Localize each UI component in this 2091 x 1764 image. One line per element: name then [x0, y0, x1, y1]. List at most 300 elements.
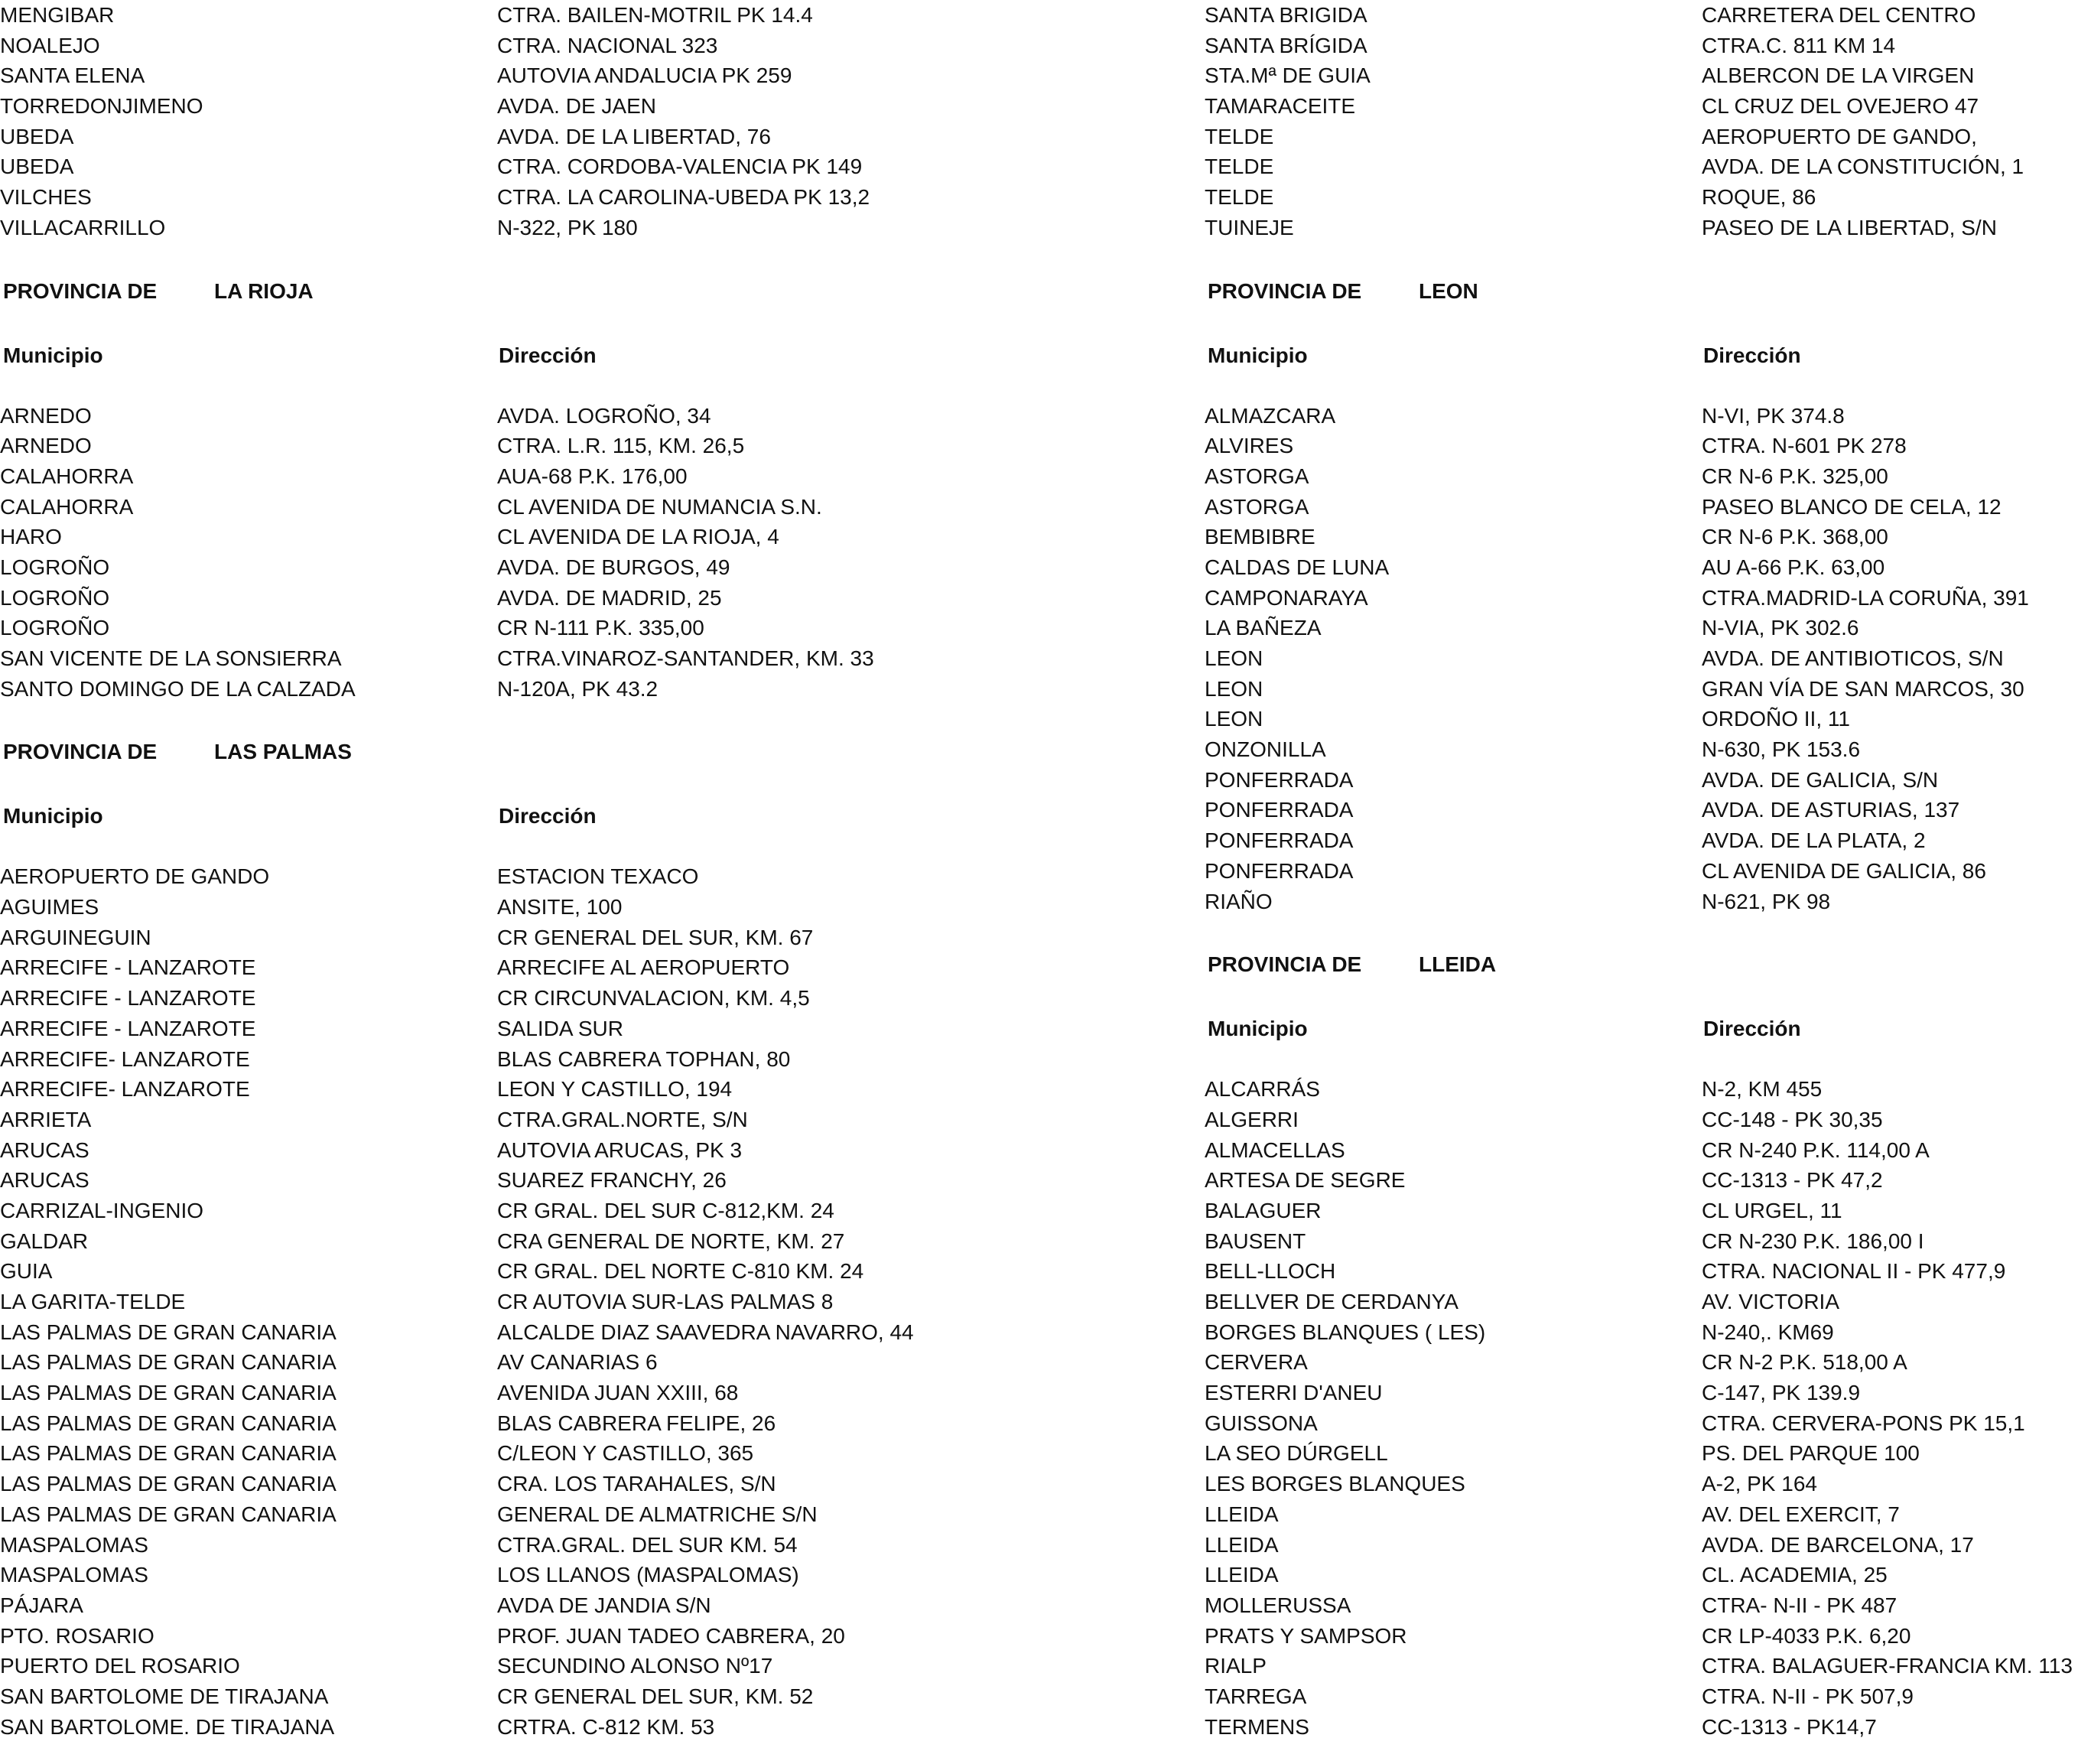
municipio-cell: BELLVER DE CERDANYA — [1205, 1290, 1458, 1313]
municipio-cell: LEON — [1205, 707, 1263, 731]
table-row — [1205, 492, 2091, 522]
table-row — [0, 1226, 1025, 1257]
municipio-cell: ARUCAS — [0, 1137, 89, 1162]
table-row — [1205, 552, 2091, 583]
municipio-cell: ALMAZCARA — [1205, 403, 1336, 428]
table-row — [0, 983, 1025, 1014]
direccion-cell: ORDOÑO II, 11 — [1702, 707, 1850, 731]
municipio-cell: MOLLERUSSA — [1205, 1593, 1351, 1617]
table-row — [0, 1287, 1025, 1317]
municipio-cell: SANTA ELENA — [0, 63, 145, 88]
direccion-cell: ALBERCON DE LA VIRGEN — [1702, 63, 1975, 88]
municipio-cell: MASPALOMAS — [0, 1563, 148, 1587]
direccion-cell: AUTOVIA ARUCAS, PK 3 — [497, 1137, 743, 1162]
municipio-cell: LA SEO DÚRGELL — [1205, 1441, 1388, 1466]
direccion-cell: C/LEON Y CASTILLO, 365 — [497, 1441, 754, 1466]
municipio-cell: TELDE — [1205, 124, 1274, 148]
municipio-cell: LOGROÑO — [0, 585, 110, 610]
municipio-cell: SAN BARTOLOME. DE TIRAJANA — [0, 1714, 335, 1739]
table-row — [1205, 1256, 2091, 1287]
province-label: PROVINCIA DE — [3, 278, 158, 303]
table-row — [1205, 704, 2091, 734]
municipio-cell: TELDE — [1205, 185, 1274, 210]
direccion-cell: CR GRAL. DEL NORTE C-810 KM. 24 — [497, 1259, 864, 1284]
table-row — [1205, 1287, 2091, 1317]
municipio-cell: LEON — [1205, 676, 1263, 701]
table-row — [0, 1014, 1025, 1044]
table-row — [0, 1712, 1025, 1743]
municipio-cell: LAS PALMAS DE GRAN CANARIA — [0, 1320, 337, 1344]
municipio-cell: BORGES BLANQUES ( LES) — [1205, 1320, 1486, 1344]
municipio-cell: MENGIBAR — [0, 3, 115, 27]
column-headers — [0, 338, 1025, 373]
table-row — [1205, 213, 2091, 243]
table-row — [0, 461, 1025, 492]
table-row — [1205, 583, 2091, 613]
table-row — [1205, 674, 2091, 705]
direccion-cell: PASEO BLANCO DE CELA, 12 — [1702, 494, 2002, 519]
direccion-cell: ALCALDE DIAZ SAAVEDRA NAVARRO, 44 — [497, 1320, 914, 1344]
municipio-header: Municipio — [1208, 343, 1308, 367]
municipio-cell: PRATS Y SAMPSOR — [1205, 1623, 1407, 1648]
direccion-cell: CR N-6 P.K. 325,00 — [1702, 464, 1888, 488]
direccion-cell: PS. DEL PARQUE 100 — [1702, 1441, 1920, 1466]
direccion-cell: A-2, PK 164 — [1702, 1472, 1817, 1496]
table-row — [0, 1590, 1025, 1621]
table-row — [1205, 401, 2091, 431]
table-row — [0, 1530, 1025, 1561]
direccion-cell: CTRA.VINAROZ-SANTANDER, KM. 33 — [497, 646, 874, 670]
municipio-cell: LLEIDA — [1205, 1532, 1279, 1557]
direccion-header: Dirección — [1703, 1017, 1801, 1041]
municipio-cell: TARREGA — [1205, 1684, 1307, 1708]
table-row — [1205, 1681, 2091, 1712]
table-row — [0, 1499, 1025, 1530]
direccion-cell: AEROPUERTO DE GANDO, — [1702, 124, 1977, 148]
municipio-cell: TORREDONJIMENO — [0, 94, 203, 119]
direccion-cell: ARRECIFE AL AEROPUERTO — [497, 955, 790, 980]
municipio-cell: SANTA BRIGIDA — [1205, 3, 1367, 27]
municipio-cell: LLEIDA — [1205, 1563, 1279, 1587]
municipio-cell: LAS PALMAS DE GRAN CANARIA — [0, 1502, 337, 1526]
municipio-cell: ARRECIFE - LANZAROTE — [0, 955, 256, 980]
table-row — [0, 1651, 1025, 1681]
province-name: LAS PALMAS — [214, 740, 352, 764]
municipio-cell: TELDE — [1205, 155, 1274, 179]
direccion-cell: CR N-230 P.K. 186,00 I — [1702, 1229, 1924, 1253]
direccion-cell: AVDA. DE JAEN — [497, 94, 656, 119]
direccion-cell: CR N-111 P.K. 335,00 — [497, 616, 704, 640]
municipio-cell: ARTESA DE SEGRE — [1205, 1168, 1406, 1193]
direccion-cell: AVDA. DE LA CONSTITUCIÓN, 1 — [1702, 155, 2024, 179]
direccion-cell: GENERAL DE ALMATRICHE S/N — [497, 1502, 818, 1526]
direccion-cell: CTRA. BAILEN-MOTRIL PK 14.4 — [497, 3, 813, 27]
table-row — [0, 213, 1025, 243]
municipio-header: Municipio — [1208, 1017, 1308, 1041]
municipio-cell: ARNEDO — [0, 434, 92, 458]
table-row — [0, 1438, 1025, 1469]
table-row — [0, 552, 1025, 583]
municipio-cell: CALAHORRA — [0, 464, 134, 488]
table-row — [1205, 1438, 2091, 1469]
table-row — [0, 522, 1025, 552]
municipio-cell: PONFERRADA — [1205, 828, 1354, 853]
direccion-cell: AVDA DE JANDIA S/N — [497, 1593, 711, 1617]
municipio-cell: ALCARRÁS — [1205, 1077, 1320, 1102]
table-row — [1205, 765, 2091, 796]
direccion-cell: CTRA. BALAGUER-FRANCIA KM. 113 — [1702, 1654, 2073, 1678]
table-row — [0, 952, 1025, 983]
direccion-header: Dirección — [1703, 343, 1801, 367]
table-row — [1205, 1074, 2091, 1105]
table-row — [1205, 1378, 2091, 1408]
province-heading — [1205, 947, 2091, 982]
municipio-cell: ALVIRES — [1205, 434, 1294, 458]
table-row — [1205, 825, 2091, 856]
direccion-cell: N-240,. KM69 — [1702, 1320, 1834, 1344]
municipio-cell: CALDAS DE LUNA — [1205, 555, 1390, 579]
direccion-cell: CTRA. NACIONAL 323 — [497, 33, 718, 57]
direccion-cell: CR GRAL. DEL SUR C-812,KM. 24 — [497, 1198, 834, 1222]
left-column — [0, 0, 1025, 1742]
municipio-cell: RIAÑO — [1205, 889, 1273, 913]
municipio-cell: NOALEJO — [0, 33, 100, 57]
table-row — [1205, 1499, 2091, 1530]
table-row — [1205, 643, 2091, 674]
direccion-cell: BLAS CABRERA TOPHAN, 80 — [497, 1046, 791, 1071]
direccion-cell: SECUNDINO ALONSO Nº17 — [497, 1654, 773, 1678]
direccion-cell: AVDA. DE MADRID, 25 — [497, 585, 722, 610]
table-row — [1205, 461, 2091, 492]
municipio-cell: LAS PALMAS DE GRAN CANARIA — [0, 1381, 337, 1405]
table-row — [0, 151, 1025, 182]
municipio-cell: ASTORGA — [1205, 464, 1309, 488]
municipio-cell: PUERTO DEL ROSARIO — [0, 1654, 240, 1678]
municipio-cell: CAMPONARAYA — [1205, 585, 1368, 610]
table-row — [0, 401, 1025, 431]
direccion-header: Dirección — [499, 804, 597, 828]
table-row — [1205, 1590, 2091, 1621]
municipio-cell: PONFERRADA — [1205, 767, 1354, 792]
table-row — [0, 1074, 1025, 1105]
municipio-cell: GUIA — [0, 1259, 53, 1284]
direccion-cell: CRTRA. C-812 KM. 53 — [497, 1714, 715, 1739]
table-row — [1205, 1165, 2091, 1196]
column-headers — [1205, 338, 2091, 373]
municipio-cell: ASTORGA — [1205, 494, 1309, 519]
table-row — [0, 892, 1025, 923]
municipio-header: Municipio — [3, 804, 103, 828]
direccion-cell: CC-1313 - PK 47,2 — [1702, 1168, 1883, 1193]
municipio-cell: BAUSENT — [1205, 1229, 1306, 1253]
municipio-cell: STA.Mª DE GUIA — [1205, 63, 1371, 88]
direccion-cell: CR LP-4033 P.K. 6,20 — [1702, 1623, 1911, 1648]
table-row — [1205, 1196, 2091, 1226]
province-name: LA RIOJA — [214, 278, 314, 303]
table-row — [1205, 1651, 2091, 1681]
municipio-cell: CARRIZAL-INGENIO — [0, 1198, 204, 1222]
municipio-cell: UBEDA — [0, 155, 74, 179]
direccion-cell: AU A-66 P.K. 63,00 — [1702, 555, 1885, 579]
direccion-cell: CTRA.GRAL.NORTE, S/N — [497, 1107, 748, 1131]
municipio-cell: LEON — [1205, 646, 1263, 670]
direccion-cell: PROF. JUAN TADEO CABRERA, 20 — [497, 1623, 845, 1648]
direccion-cell: CTRA. CERVERA-PONS PK 15,1 — [1702, 1411, 2025, 1435]
table-row — [0, 1105, 1025, 1135]
municipio-cell: LAS PALMAS DE GRAN CANARIA — [0, 1350, 337, 1375]
table-row — [1205, 1712, 2091, 1743]
table-row — [1205, 31, 2091, 61]
direccion-cell: CL AVENIDA DE GALICIA, 86 — [1702, 858, 1986, 883]
municipio-cell: BELL-LLOCH — [1205, 1259, 1336, 1284]
municipio-cell: PÁJARA — [0, 1593, 83, 1617]
direccion-cell: AV CANARIAS 6 — [497, 1350, 658, 1375]
municipio-cell: LA GARITA-TELDE — [0, 1290, 186, 1313]
table-row — [0, 492, 1025, 522]
table-row — [1205, 887, 2091, 917]
direccion-cell: CL URGEL, 11 — [1702, 1198, 1842, 1222]
table-row — [0, 1378, 1025, 1408]
direccion-cell: AVDA. DE LA LIBERTAD, 76 — [497, 124, 771, 148]
direccion-cell: CL AVENIDA DE LA RIOJA, 4 — [497, 525, 779, 549]
municipio-cell: PONFERRADA — [1205, 858, 1354, 883]
municipio-cell: CERVERA — [1205, 1350, 1308, 1375]
table-row — [1205, 151, 2091, 182]
table-row — [0, 1621, 1025, 1652]
province-heading — [0, 274, 1025, 309]
table-row — [0, 861, 1025, 892]
direccion-cell: N-VIA, PK 302.6 — [1702, 616, 1859, 640]
direccion-cell: AVDA. DE ASTURIAS, 137 — [1702, 798, 1960, 822]
municipio-cell: ARUCAS — [0, 1168, 89, 1193]
table-row — [0, 31, 1025, 61]
direccion-cell: AVDA. LOGROÑO, 34 — [497, 403, 711, 428]
municipio-cell: PONFERRADA — [1205, 798, 1354, 822]
table-row — [0, 1347, 1025, 1378]
municipio-cell: AGUIMES — [0, 895, 99, 919]
direccion-cell: N-VI, PK 374.8 — [1702, 403, 1845, 428]
table-row — [1205, 1530, 2091, 1561]
direccion-cell: AVDA. DE ANTIBIOTICOS, S/N — [1702, 646, 2004, 670]
municipio-cell: LAS PALMAS DE GRAN CANARIA — [0, 1441, 337, 1466]
municipio-cell: GALDAR — [0, 1229, 89, 1253]
table-row — [0, 0, 1025, 31]
right-column — [1205, 0, 2091, 1742]
direccion-cell: N-621, PK 98 — [1702, 889, 1831, 913]
direccion-cell: AV. VICTORIA — [1702, 1290, 1839, 1313]
municipio-cell: LLEIDA — [1205, 1502, 1279, 1526]
table-row — [0, 1408, 1025, 1439]
column-headers — [1205, 1011, 2091, 1046]
table-row — [1205, 122, 2091, 152]
table-row — [1205, 795, 2091, 825]
province-heading — [0, 734, 1025, 770]
table-row — [0, 60, 1025, 91]
table-row — [1205, 1226, 2091, 1257]
table-row — [1205, 1469, 2091, 1499]
table-row — [1205, 613, 2091, 643]
municipio-cell: ARRECIFE- LANZAROTE — [0, 1046, 250, 1071]
municipio-cell: ONZONILLA — [1205, 737, 1326, 762]
direccion-cell: CTRA. CORDOBA-VALENCIA PK 149 — [497, 155, 863, 179]
municipio-cell: SANTO DOMINGO DE LA CALZADA — [0, 676, 356, 701]
municipio-cell: ARNEDO — [0, 403, 92, 428]
direccion-cell: CR N-2 P.K. 518,00 A — [1702, 1350, 1907, 1375]
direccion-cell: AVDA. DE GALICIA, S/N — [1702, 767, 1939, 792]
direccion-cell: AVDA. DE LA PLATA, 2 — [1702, 828, 1926, 853]
table-row — [0, 1196, 1025, 1226]
municipio-cell: LA BAÑEZA — [1205, 616, 1322, 640]
table-row — [1205, 522, 2091, 552]
table-row — [0, 431, 1025, 461]
direccion-cell: CR N-6 P.K. 368,00 — [1702, 525, 1888, 549]
direccion-cell: CTRA.C. 811 KM 14 — [1702, 33, 1896, 57]
municipio-cell: ALMACELLAS — [1205, 1137, 1345, 1162]
direccion-cell: C-147, PK 139.9 — [1702, 1381, 1861, 1405]
direccion-cell: CC-1313 - PK14,7 — [1702, 1714, 1877, 1739]
province-label: PROVINCIA DE — [1208, 278, 1362, 303]
municipio-cell: MASPALOMAS — [0, 1532, 148, 1557]
direccion-cell: N-630, PK 153.6 — [1702, 737, 1861, 762]
municipio-cell: BALAGUER — [1205, 1198, 1322, 1222]
municipio-cell: AEROPUERTO DE GANDO — [0, 864, 270, 889]
table-row — [1205, 60, 2091, 91]
municipio-cell: ARRECIFE - LANZAROTE — [0, 986, 256, 1011]
province-name: LLEIDA — [1419, 952, 1497, 977]
direccion-cell: GRAN VÍA DE SAN MARCOS, 30 — [1702, 676, 2024, 701]
table-row — [1205, 1621, 2091, 1652]
direccion-header: Dirección — [499, 343, 597, 367]
table-row — [0, 1317, 1025, 1348]
direccion-cell: CTRA. LA CAROLINA-UBEDA PK 13,2 — [497, 185, 870, 210]
direccion-cell: LOS LLANOS (MASPALOMAS) — [497, 1563, 799, 1587]
direccion-cell: CTRA- N-II - PK 487 — [1702, 1593, 1898, 1617]
municipio-cell: TUINEJE — [1205, 215, 1294, 239]
direccion-cell: CTRA. L.R. 115, KM. 26,5 — [497, 434, 745, 458]
municipio-cell: VILCHES — [0, 185, 92, 210]
column-headers — [0, 799, 1025, 834]
municipio-cell: LAS PALMAS DE GRAN CANARIA — [0, 1411, 337, 1435]
direccion-cell: CR AUTOVIA SUR-LAS PALMAS 8 — [497, 1290, 834, 1313]
table-row — [0, 91, 1025, 122]
municipio-cell: ESTERRI D'ANEU — [1205, 1381, 1383, 1405]
direccion-cell: N-322, PK 180 — [497, 215, 638, 239]
table-row — [0, 1044, 1025, 1075]
table-row — [0, 182, 1025, 213]
direccion-cell: CR CIRCUNVALACION, KM. 4,5 — [497, 986, 810, 1011]
municipio-cell: LES BORGES BLANQUES — [1205, 1472, 1465, 1496]
direccion-cell: CTRA.MADRID-LA CORUÑA, 391 — [1702, 585, 2029, 610]
municipio-cell: BEMBIBRE — [1205, 525, 1315, 549]
municipio-cell: LOGROÑO — [0, 616, 110, 640]
direccion-cell: N-2, KM 455 — [1702, 1077, 1823, 1102]
table-row — [1205, 856, 2091, 887]
direccion-cell: CARRETERA DEL CENTRO — [1702, 3, 1976, 27]
province-label: PROVINCIA DE — [1208, 952, 1362, 977]
direccion-cell: CTRA. NACIONAL II - PK 477,9 — [1702, 1259, 2006, 1284]
table-row — [1205, 1560, 2091, 1590]
table-row — [0, 1469, 1025, 1499]
table-row — [1205, 0, 2091, 31]
direccion-cell: AV. DEL EXERCIT, 7 — [1702, 1502, 1900, 1526]
table-row — [1205, 1135, 2091, 1166]
province-heading — [1205, 274, 2091, 309]
municipio-cell: ARGUINEGUIN — [0, 925, 151, 949]
table-row — [0, 674, 1025, 705]
table-row — [1205, 734, 2091, 765]
direccion-cell: ROQUE, 86 — [1702, 185, 1816, 210]
municipio-cell: TERMENS — [1205, 1714, 1309, 1739]
direccion-cell: CL CRUZ DEL OVEJERO 47 — [1702, 94, 1979, 119]
direccion-cell: CR GENERAL DEL SUR, KM. 67 — [497, 925, 814, 949]
municipio-cell: SAN VICENTE DE LA SONSIERRA — [0, 646, 342, 670]
direccion-cell: LEON Y CASTILLO, 194 — [497, 1077, 733, 1102]
municipio-header: Municipio — [3, 343, 103, 367]
table-row — [1205, 1408, 2091, 1439]
direccion-cell: CL. ACADEMIA, 25 — [1702, 1563, 1888, 1587]
table-row — [0, 923, 1025, 953]
table-row — [0, 613, 1025, 643]
municipio-cell: TAMARACEITE — [1205, 94, 1356, 119]
municipio-cell: SAN BARTOLOME DE TIRAJANA — [0, 1684, 329, 1708]
province-label: PROVINCIA DE — [3, 740, 158, 764]
municipio-cell: LOGROÑO — [0, 555, 110, 579]
table-row — [0, 1135, 1025, 1166]
municipio-cell: UBEDA — [0, 124, 74, 148]
municipio-cell: ARRECIFE- LANZAROTE — [0, 1077, 250, 1102]
municipio-cell: ALGERRI — [1205, 1107, 1299, 1131]
direccion-cell: BLAS CABRERA FELIPE, 26 — [497, 1411, 776, 1435]
direccion-cell: CTRA.GRAL. DEL SUR KM. 54 — [497, 1532, 798, 1557]
table-row — [0, 1681, 1025, 1712]
direccion-cell: AUTOVIA ANDALUCIA PK 259 — [497, 63, 792, 88]
table-row — [0, 1560, 1025, 1590]
municipio-cell: ARRECIFE - LANZAROTE — [0, 1016, 256, 1040]
direccion-cell: CRA. LOS TARAHALES, S/N — [497, 1472, 776, 1496]
direccion-cell: CRA GENERAL DE NORTE, KM. 27 — [497, 1229, 845, 1253]
municipio-cell: ARRIETA — [0, 1107, 92, 1131]
direccion-cell: SALIDA SUR — [497, 1016, 623, 1040]
direccion-cell: N-120A, PK 43.2 — [497, 676, 659, 701]
table-row — [1205, 1105, 2091, 1135]
table-row — [0, 583, 1025, 613]
table-row — [0, 1256, 1025, 1287]
direccion-cell: SUAREZ FRANCHY, 26 — [497, 1168, 727, 1193]
direccion-cell: CTRA. N-601 PK 278 — [1702, 434, 1907, 458]
table-row — [1205, 182, 2091, 213]
direccion-cell: CL AVENIDA DE NUMANCIA S.N. — [497, 494, 822, 519]
direccion-cell: CR N-240 P.K. 114,00 A — [1702, 1137, 1930, 1162]
direccion-cell: AVENIDA JUAN XXIII, 68 — [497, 1381, 739, 1405]
table-row — [1205, 1347, 2091, 1378]
municipio-cell: RIALP — [1205, 1654, 1267, 1678]
municipio-cell: PTO. ROSARIO — [0, 1623, 154, 1648]
province-name: LEON — [1419, 278, 1478, 303]
table-row — [0, 643, 1025, 674]
direccion-cell: AVDA. DE BURGOS, 49 — [497, 555, 730, 579]
direccion-cell: CC-148 - PK 30,35 — [1702, 1107, 1883, 1131]
table-row — [0, 1165, 1025, 1196]
table-row — [1205, 1317, 2091, 1348]
direccion-cell: ESTACION TEXACO — [497, 864, 699, 889]
table-row — [1205, 91, 2091, 122]
municipio-cell: VILLACARRILLO — [0, 215, 166, 239]
municipio-cell: LAS PALMAS DE GRAN CANARIA — [0, 1472, 337, 1496]
direccion-cell: AUA-68 P.K. 176,00 — [497, 464, 688, 488]
direccion-cell: ANSITE, 100 — [497, 895, 623, 919]
municipio-cell: CALAHORRA — [0, 494, 134, 519]
municipio-cell: SANTA BRÍGIDA — [1205, 33, 1367, 57]
